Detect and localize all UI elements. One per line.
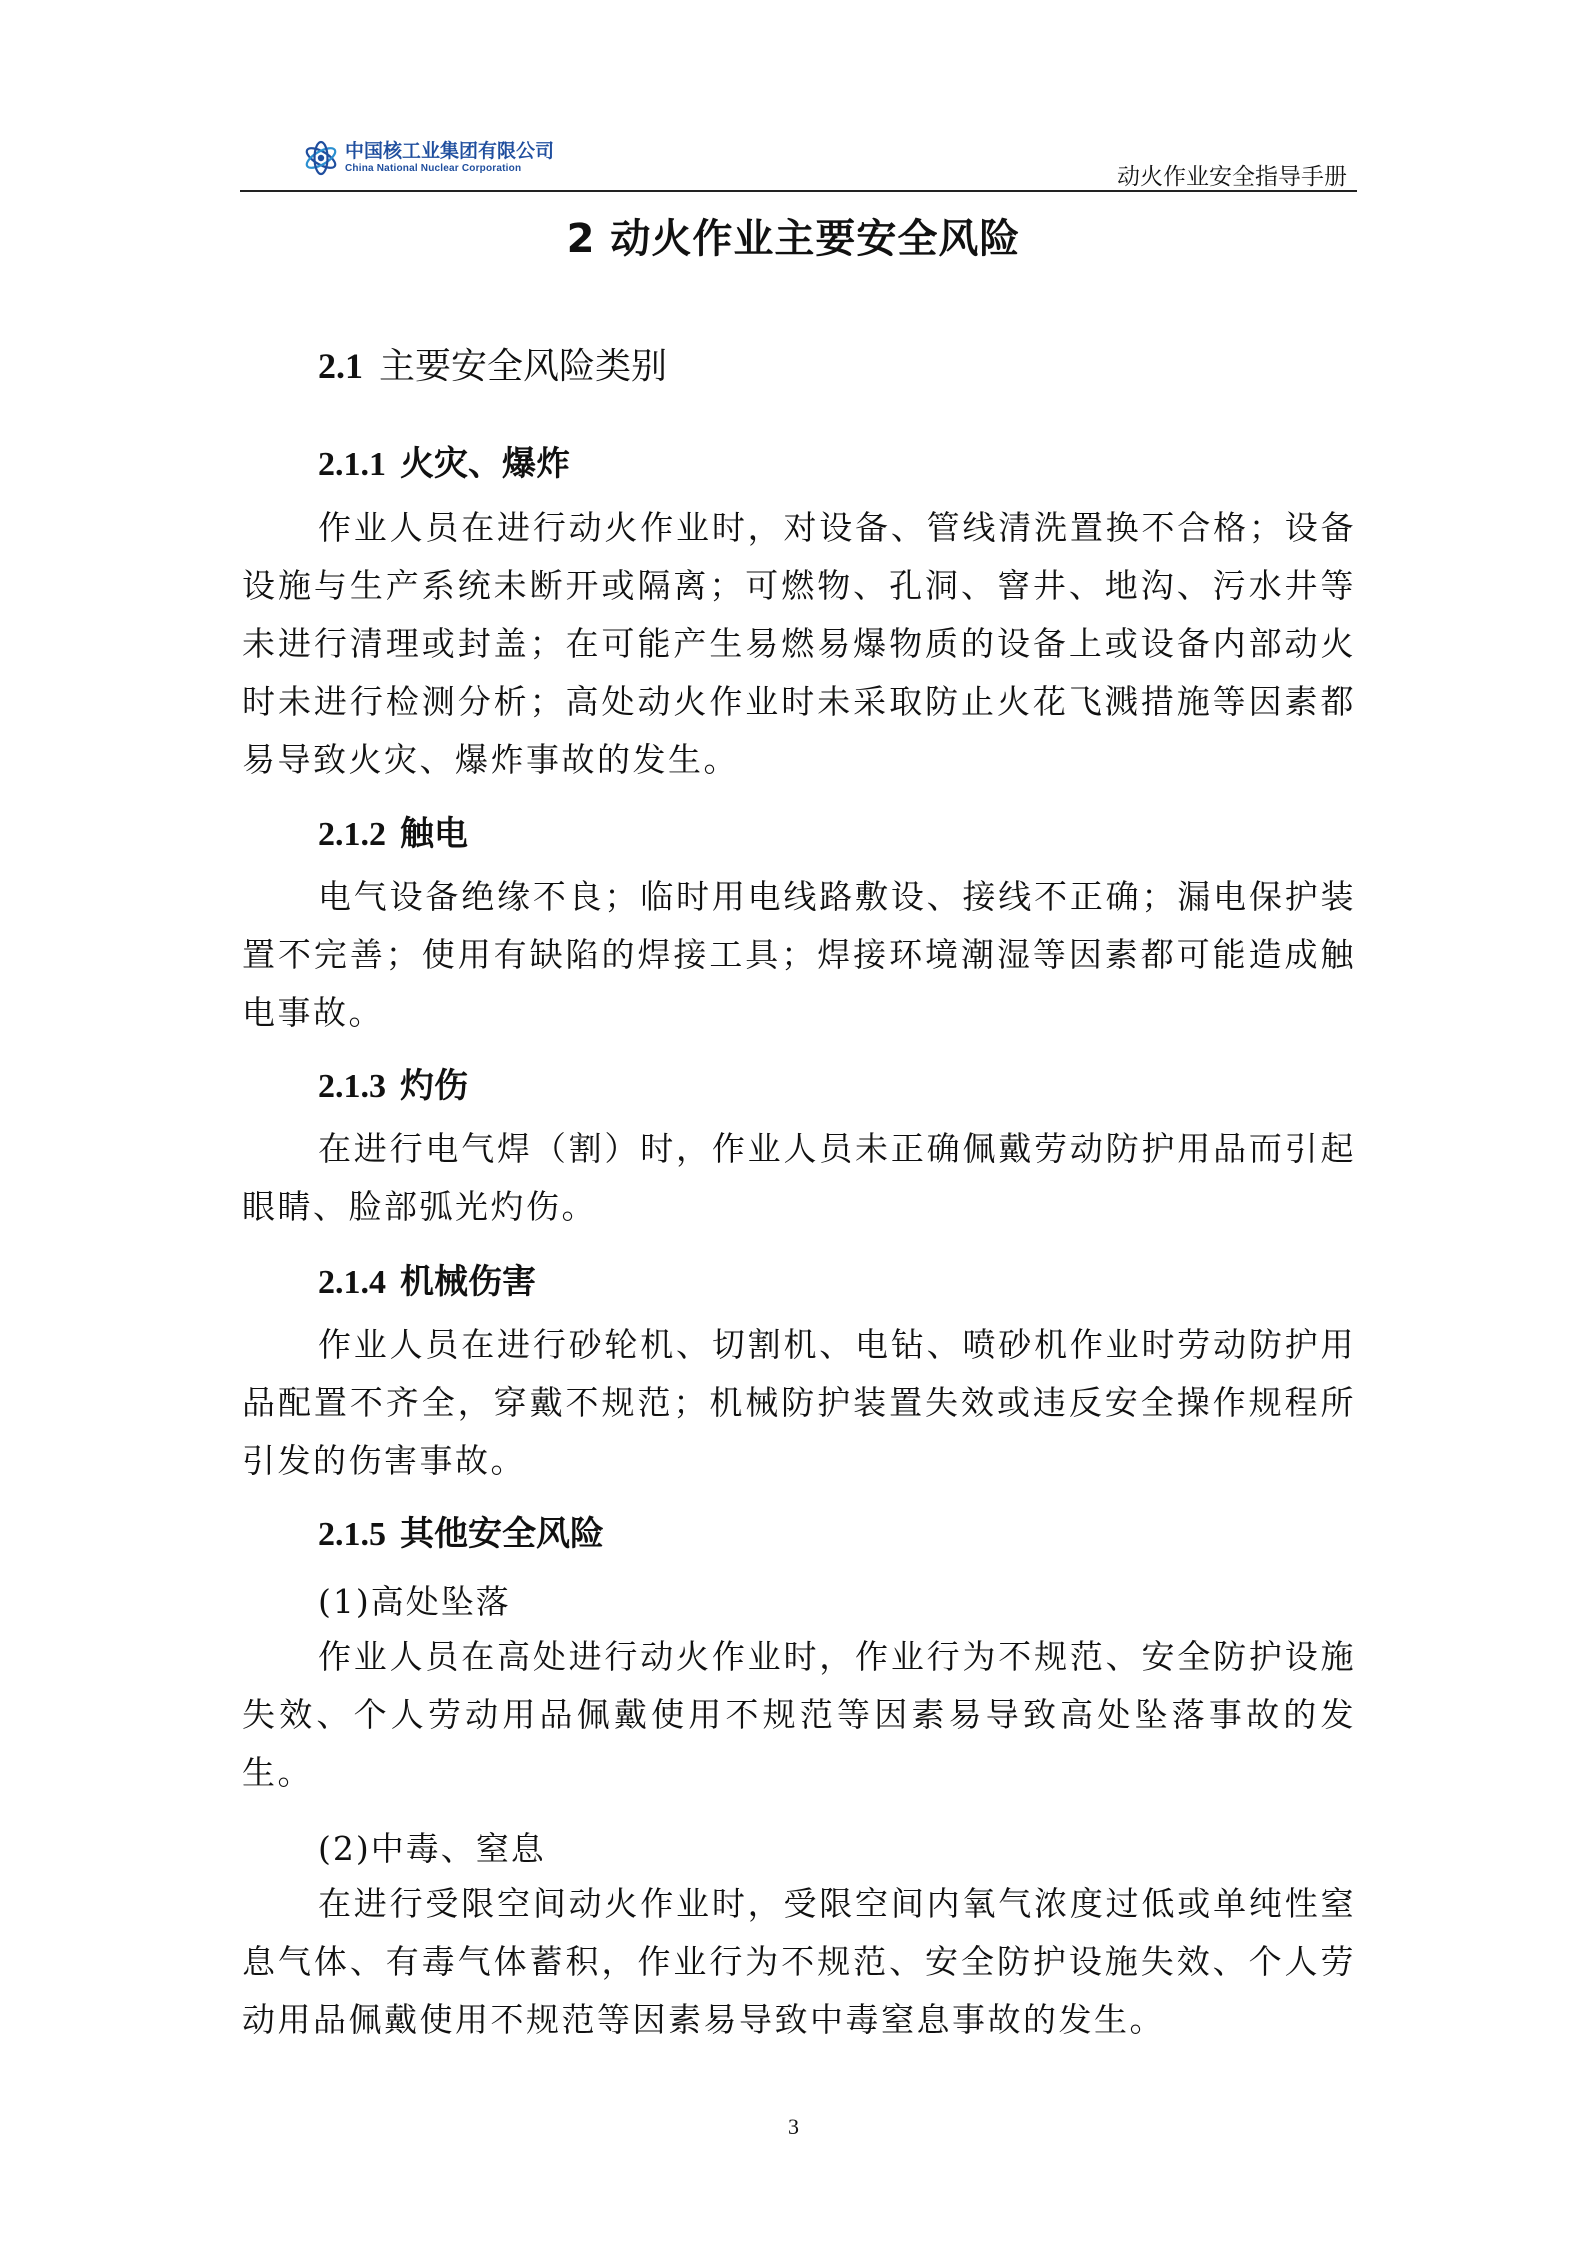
item-label-fall-from-height: (1)高处坠落 [318,1582,511,1621]
page-number: 3 [788,2114,799,2139]
subsection-heading-2-1-4 [318,1254,536,1303]
paragraph-electric-shock: 电气设备绝缘不良；临时用电线路敷设、接线不正确；漏电保护装置不完善；使用有缺陷的焊接工具；焊接环境潮湿等因素都可能造成触电事故。 [242,877,1356,1032]
subsection-heading-2-1-5 [318,1506,604,1555]
subsection-title: 触电 [400,814,468,854]
subsection-title: 机械伤害 [400,1262,536,1302]
chapter-title: 2 动火作业主要安全风险 [566,216,1021,262]
item-label-poisoning-suffocation: (2)中毒、窒息 [318,1829,546,1868]
paragraph-mechanical-injury: 作业人员在进行砂轮机、切割机、电钻、喷砂机作业时劳动防护用品配置不齐全，穿戴不规范；机械防护装置失效或违反安全操作规程所引发的伤害事故。 [242,1325,1356,1480]
logo-english-name: China National Nuclear Corporation [345,163,522,174]
atom-logo-icon [303,140,339,176]
page-header [240,128,1357,192]
logo-chinese-name: 中国核工业集团有限公司 [345,140,555,162]
section-heading [318,338,667,389]
subsection-heading-2-1-2 [318,806,468,855]
subsection-number: 2.1.3 [318,1068,386,1105]
paragraph-fire-explosion: 作业人员在进行动火作业时，对设备、管线清洗置换不合格；设备设施与生产系统未断开或隔离；可燃物、孔洞、窨井、地沟、污水井等未进行清理或封盖；在可能产生易燃易爆物质的设备上或设备内部动火时未进行检测分析；高处动火作业时未采取防止火花飞溅措施等因素都易导致火灾、爆炸事故的发生。 [242,508,1356,779]
subsection-number: 2.1.2 [318,816,386,853]
paragraph-burns: 在进行电气焊（割）时，作业人员未正确佩戴劳动防护用品而引起眼睛、脸部弧光灼伤。 [242,1129,1356,1226]
paragraph-fall-from-height: 作业人员在高处进行动火作业时，作业行为不规范、安全防护设施失效、个人劳动用品佩戴使用不规范等因素易导致高处坠落事故的发生。 [242,1637,1356,1792]
subsection-title: 其他安全风险 [400,1514,604,1554]
subsection-number: 2.1.5 [318,1516,386,1553]
section-title: 主要安全风险类别 [379,346,668,387]
subsection-title: 灼伤 [400,1066,468,1106]
subsection-number: 2.1.4 [318,1264,386,1301]
cnnc-logo [303,138,554,178]
section-number: 2.1 [318,346,363,386]
subsection-heading-2-1-1 [318,436,570,485]
subsection-heading-2-1-3 [318,1058,468,1107]
subsection-number: 2.1.1 [318,446,386,483]
subsection-title: 火灾、爆炸 [400,444,570,484]
manual-title: 动火作业安全指导手册 [1117,164,1347,190]
paragraph-poisoning-suffocation: 在进行受限空间动火作业时，受限空间内氧气浓度过低或单纯性窒息气体、有毒气体蓄积，作业行为不规范、安全防护设施失效、个人劳动用品佩戴使用不规范等因素易导致中毒窒息事故的发生。 [242,1884,1356,2039]
